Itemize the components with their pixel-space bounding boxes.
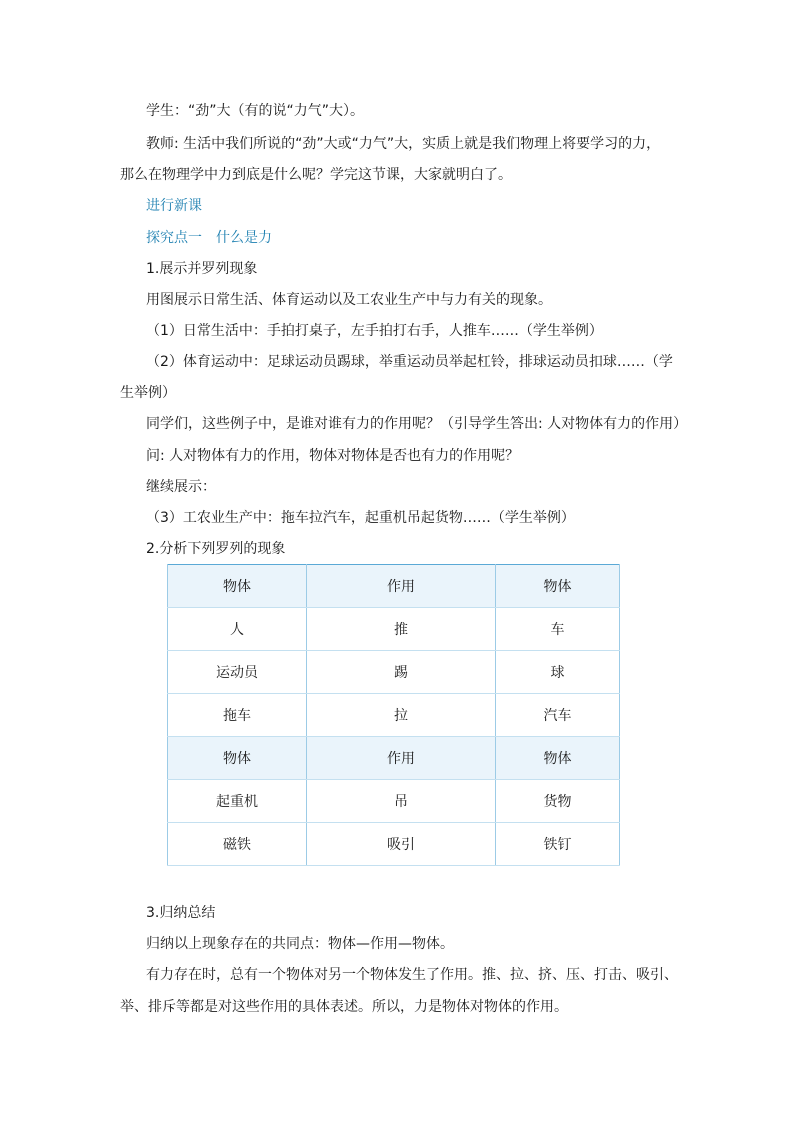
summary-line-1: 归纳以上现象存在的共同点：物体—作用—物体。: [146, 936, 454, 952]
example-item-2-line-2: 生举例）: [120, 385, 176, 401]
table-header-cell: 物体: [496, 565, 620, 608]
table-cell: 球: [496, 651, 620, 694]
table-header-cell: 作用: [307, 737, 496, 780]
table-cell: 车: [496, 608, 620, 651]
table-header-cell: 物体: [168, 737, 307, 780]
student-answer: 学生：“劲”大（有的说“力气”大）。: [146, 103, 365, 119]
object-action-table: [167, 564, 620, 866]
continue-label: 继续展示：: [146, 479, 216, 495]
table-cell: 吸引: [307, 823, 496, 866]
table-cell: 汽车: [496, 694, 620, 737]
table-row: [168, 694, 620, 737]
table-row: [168, 823, 620, 866]
table-header-cell: 作用: [307, 565, 496, 608]
table-cell: 起重机: [168, 780, 307, 823]
example-item-2-line-1: （2）体育运动中：足球运动员踢球，举重运动员举起杠铃，排球运动员扣球……（学: [146, 354, 673, 370]
table-cell: 人: [168, 608, 307, 651]
table-cell: 吊: [307, 780, 496, 823]
table-cell: 运动员: [168, 651, 307, 694]
table-cell: 磁铁: [168, 823, 307, 866]
table-row: [168, 780, 620, 823]
table-row: [168, 651, 620, 694]
example-item-1: （1）日常生活中：手拍打桌子，左手拍打右手，人推车……（学生举例）: [146, 323, 603, 339]
example-item-3: （3）工农业生产中：拖车拉汽车，起重机吊起货物……（学生举例）: [146, 510, 575, 526]
step-2-title: 2.分析下列罗列的现象: [146, 541, 286, 557]
table-header-cell: 物体: [496, 737, 620, 780]
section-heading-new-lesson: 进行新课: [146, 198, 202, 214]
teacher-line-2: 那么在物理学中力到底是什么呢？学完这节课，大家就明白了。: [120, 167, 512, 183]
table-cell: 铁钉: [496, 823, 620, 866]
table-cell: 推: [307, 608, 496, 651]
summary-line-2: 有力存在时，总有一个物体对另一个物体发生了作用。推、拉、挤、压、打击、吸引、: [146, 967, 678, 983]
table-header-cell: 物体: [168, 565, 307, 608]
table-cell: 踢: [307, 651, 496, 694]
subsection-heading-inquiry-1: 探究点一 什么是力: [146, 230, 272, 246]
table-header-row: [168, 565, 620, 608]
step-1-intro: 用图展示日常生活、体育运动以及工农业生产中与力有关的现象。: [146, 292, 552, 308]
table-cell: 拉: [307, 694, 496, 737]
summary-line-3: 举、排斥等都是对这些作用的具体表述。所以，力是物体对物体的作用。: [120, 999, 568, 1015]
teacher-line-1: 教师: 生活中我们所说的“劲”大或“力气”大，实质上就是我们物理上将要学习的力，: [146, 136, 661, 152]
table-cell: 货物: [496, 780, 620, 823]
table-cell: 拖车: [168, 694, 307, 737]
step-3-title: 3.归纳总结: [146, 905, 216, 921]
table-header-row: [168, 737, 620, 780]
step-1-title: 1.展示并罗列现象: [146, 261, 258, 277]
question-1: 同学们，这些例子中，是谁对谁有力的作用呢？（引导学生答出: 人对物体有力的作用）: [146, 416, 688, 432]
table-row: [168, 608, 620, 651]
question-2: 问: 人对物体有力的作用，物体对物体是否也有力的作用呢？: [146, 448, 520, 464]
